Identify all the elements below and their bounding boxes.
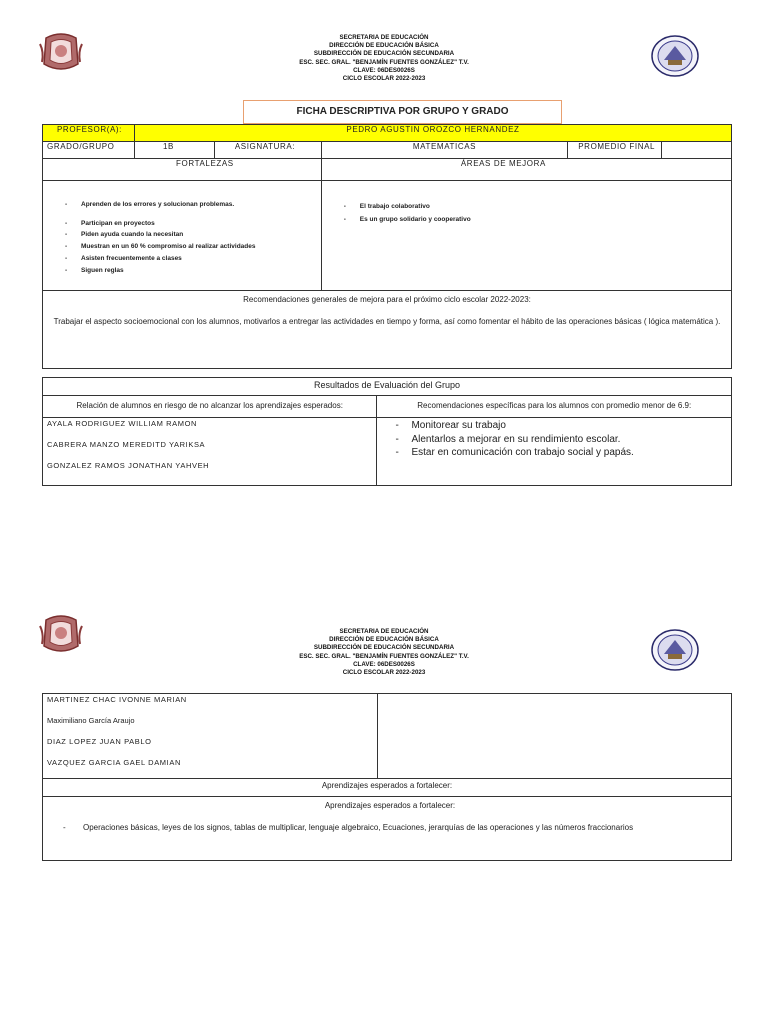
alumnos-continuation-row <box>43 694 732 779</box>
header-line-2: DIRECCIÓN DE EDUCACIÓN BÁSICA <box>329 636 439 644</box>
fortalezas-cell <box>43 181 322 291</box>
recomendacion-item: - Monitorear su trabajo <box>393 419 727 433</box>
recomendaciones-especificas-list <box>393 419 727 460</box>
fortaleza-item: - Participan en proyectos <box>63 218 315 230</box>
header-line-6: CICLO ESCOLAR 2022-2023 <box>342 75 426 83</box>
header-line-4: ESC. SEC. GRAL. "BENJAMÍN FUENTES GONZÁLEZ" T.V. <box>299 58 469 66</box>
riesgo-label: Relación de alumnos en riesgo de no alcanzar los aprendizajes esperados: <box>43 396 377 418</box>
school-seal-logo <box>36 614 86 654</box>
profesor-label: PROFESOR(A): <box>43 125 135 142</box>
results-table <box>42 377 732 486</box>
school-seal-logo <box>36 32 86 72</box>
aprendizajes-row-2 <box>43 797 732 861</box>
fortalezas-first <box>63 199 315 211</box>
school-emblem-logo <box>650 628 700 672</box>
empty-cell <box>377 694 731 779</box>
grado-value: 1B <box>134 142 214 159</box>
aprendizajes-list <box>61 821 719 835</box>
alumno-name: Maximiliano García Araujo <box>47 716 135 725</box>
asignatura-value: MATEMATICAS <box>321 142 567 159</box>
institution-header <box>234 628 534 677</box>
resultados-header: Resultados de Evaluación del Grupo <box>43 378 732 396</box>
header-line-4: ESC. SEC. GRAL. "BENJAMÍN FUENTES GONZÁLEZ" T.V. <box>299 652 469 660</box>
mejora-cell <box>321 181 731 291</box>
aprendizajes-label-2: Aprendizajes esperados a fortalecer: <box>324 801 456 810</box>
profesor-value: PEDRO AGUSTIN OROZCO HERNANDEZ <box>134 125 731 142</box>
header-line-5: CLAVE: 06DES0026S <box>353 66 415 74</box>
header-line-3: SUBDIRECCIÓN DE EDUCACIÓN SECUNDARIA <box>313 50 455 58</box>
recomendacion-item: - Alentarlos a mejorar en su rendimiento escolar. <box>393 433 727 447</box>
fortaleza-item: - Asisten frecuentemente a clases <box>63 253 315 265</box>
alumno-name: CABRERA MANZO MEREDITD YARIKSA <box>47 440 206 449</box>
continuation-table <box>42 693 732 861</box>
aprendizaje-item: - Operaciones básicas, leyes de los signos, tablas de multiplicar, lenguaje algebraico, Ecuaciones, jerarquías de las operaciones y las números fraccionarios <box>61 821 719 835</box>
resultados-labels-row <box>43 396 732 418</box>
header-line-6: CICLO ESCOLAR 2022-2023 <box>342 669 426 677</box>
fortaleza-item: - Muestran en un 60 % compromiso al realizar actividades <box>63 241 315 253</box>
fortaleza-item: - Siguen reglas <box>63 265 315 277</box>
resultados-row <box>43 378 732 396</box>
resultados-content-row <box>43 418 732 486</box>
fortaleza-item: - Piden ayuda cuando la necesitan <box>63 229 315 241</box>
aprendizajes-cell <box>43 797 732 861</box>
recomendaciones-text: Trabajar el aspecto socioemocional con los alumnos, motivarlos a entregar las actividades en tiempo y forma, así como fomentar el hábito de las operaciones básicas ( lógica matemática ). <box>53 316 721 326</box>
asignatura-label: ASIGNATURA: <box>214 142 321 159</box>
school-emblem-logo <box>650 34 700 78</box>
alumno-name: AYALA RODRIGUEZ WILLIAM RAMON <box>47 419 198 428</box>
header-line-2: DIRECCIÓN DE EDUCACIÓN BÁSICA <box>329 42 439 50</box>
mejora-item: - El trabajo colaborativo <box>342 201 725 214</box>
recomendaciones-cell <box>43 291 732 369</box>
alumnos-continuation-cell <box>43 694 378 779</box>
categories-row <box>43 159 732 181</box>
recomendaciones-especificas-cell <box>377 418 732 486</box>
promedio-label: PROMEDIO FINAL <box>568 142 662 159</box>
alumno-name: GONZALEZ RAMOS JONATHAN YAHVEH <box>47 461 210 470</box>
form-title: FICHA DESCRIPTIVA POR GRUPO Y GRADO <box>243 100 562 124</box>
mejora-item: - Es un grupo solidario y cooperativo <box>342 214 725 227</box>
info-table <box>42 124 732 369</box>
header-line-1: SECRETARIA DE EDUCACIÓN <box>339 34 429 41</box>
lists-row <box>43 181 732 291</box>
promedio-value <box>662 142 732 159</box>
especificas-label: Recomendaciones específicas para los alumnos con promedio menor de 6.9: <box>377 396 732 418</box>
aprendizajes-row-1 <box>43 779 732 797</box>
mejora-header: ÁREAS DE MEJORA <box>321 159 731 181</box>
grado-row <box>43 142 732 159</box>
aprendizajes-label-1: Aprendizajes esperados a fortalecer: <box>43 779 732 797</box>
profesor-row <box>43 125 732 142</box>
recomendaciones-label: Recomendaciones generales de mejora para el próximo ciclo escolar 2022-2023: <box>243 295 531 304</box>
header-line-3: SUBDIRECCIÓN DE EDUCACIÓN SECUNDARIA <box>313 644 455 652</box>
header-line-1: SECRETARIA DE EDUCACIÓN <box>339 628 429 635</box>
alumno-name: MARTINEZ CHAC IVONNE MARIAN <box>47 695 187 704</box>
fortaleza-item: - Aprenden de los errores y solucionan problemas. <box>63 199 315 211</box>
mejora-list <box>342 201 725 226</box>
grado-label: GRADO/GRUPO <box>43 142 135 159</box>
alumnos-riesgo-cell <box>43 418 377 486</box>
fortalezas-list <box>63 218 315 277</box>
fortalezas-header: FORTALEZAS <box>43 159 322 181</box>
header-line-5: CLAVE: 06DES0026S <box>353 660 415 668</box>
alumno-name: VAZQUEZ GARCIA GAEL DAMIAN <box>47 758 181 767</box>
recomendacion-item: - Estar en comunicación con trabajo social y papás. <box>393 446 727 460</box>
institution-header <box>234 34 534 83</box>
recomendaciones-row <box>43 291 732 369</box>
alumno-name: DIAZ LOPEZ JUAN PABLO <box>47 737 152 746</box>
